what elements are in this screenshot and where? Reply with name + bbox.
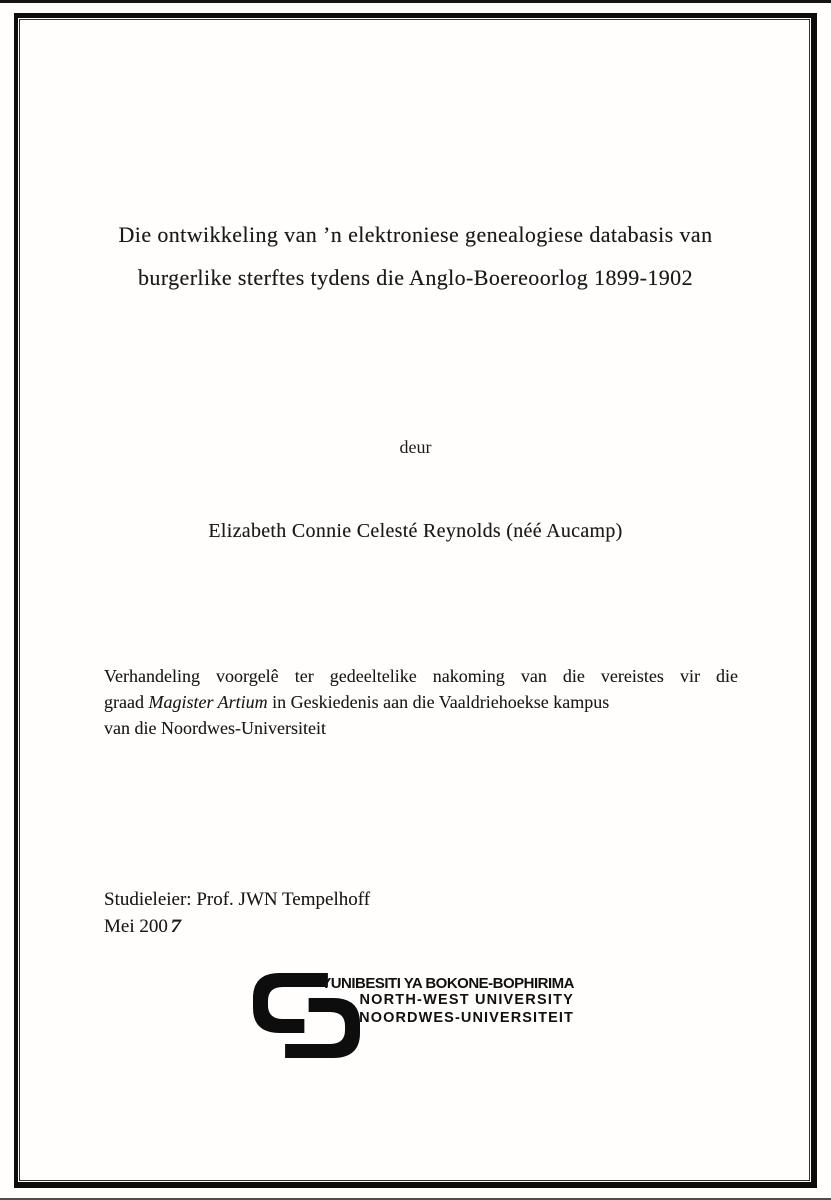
university-logo-text xyxy=(317,975,574,1027)
author-name: Elizabeth Connie Celesté Reynolds (néé Aucamp) xyxy=(208,520,623,542)
supervisor-line: Studieleier: Prof. JWN Tempelhoff xyxy=(104,889,371,910)
statement-line-3: van die Noordwes-Universiteit xyxy=(104,718,326,738)
title-line-2: burgerlike sterftes tydens die Anglo-Boereoorlog 1899-1902 xyxy=(138,265,693,290)
statement-line-1: Verhandeling voorgelê ter gedeeltelike nakoming van die vereistes vir die xyxy=(104,666,738,686)
university-logo xyxy=(253,970,583,1062)
statement-line-2-post: in Geskiedenis aan die Vaaldriehoekse kampus xyxy=(267,692,610,712)
degree-name: Magister Artium xyxy=(148,692,268,712)
logo-line-setswana: YUNIBESITI YA BOKONE-BOPHIRIMA xyxy=(321,975,574,992)
date-line xyxy=(104,913,370,940)
date-digit: 7 xyxy=(168,916,183,937)
logo-line-english: NORTH-WEST UNIVERSITY xyxy=(359,992,574,1008)
logo-line-afrikaans: NOORDWES-UNIVERSITEIT xyxy=(359,1009,574,1026)
date-prefix: Mei 200 xyxy=(104,916,168,937)
degree-statement xyxy=(104,663,738,741)
statement-line-2-pre: graad xyxy=(104,692,149,712)
title-line-1: Die ontwikkeling van ’n elektroniese genealogiese databasis van xyxy=(118,222,713,247)
supervisor-block xyxy=(104,886,370,940)
page-title xyxy=(40,213,791,299)
byline: deur xyxy=(399,437,432,457)
scan-artifact-top-edge xyxy=(0,0,831,3)
statement-line-2 xyxy=(104,689,738,715)
